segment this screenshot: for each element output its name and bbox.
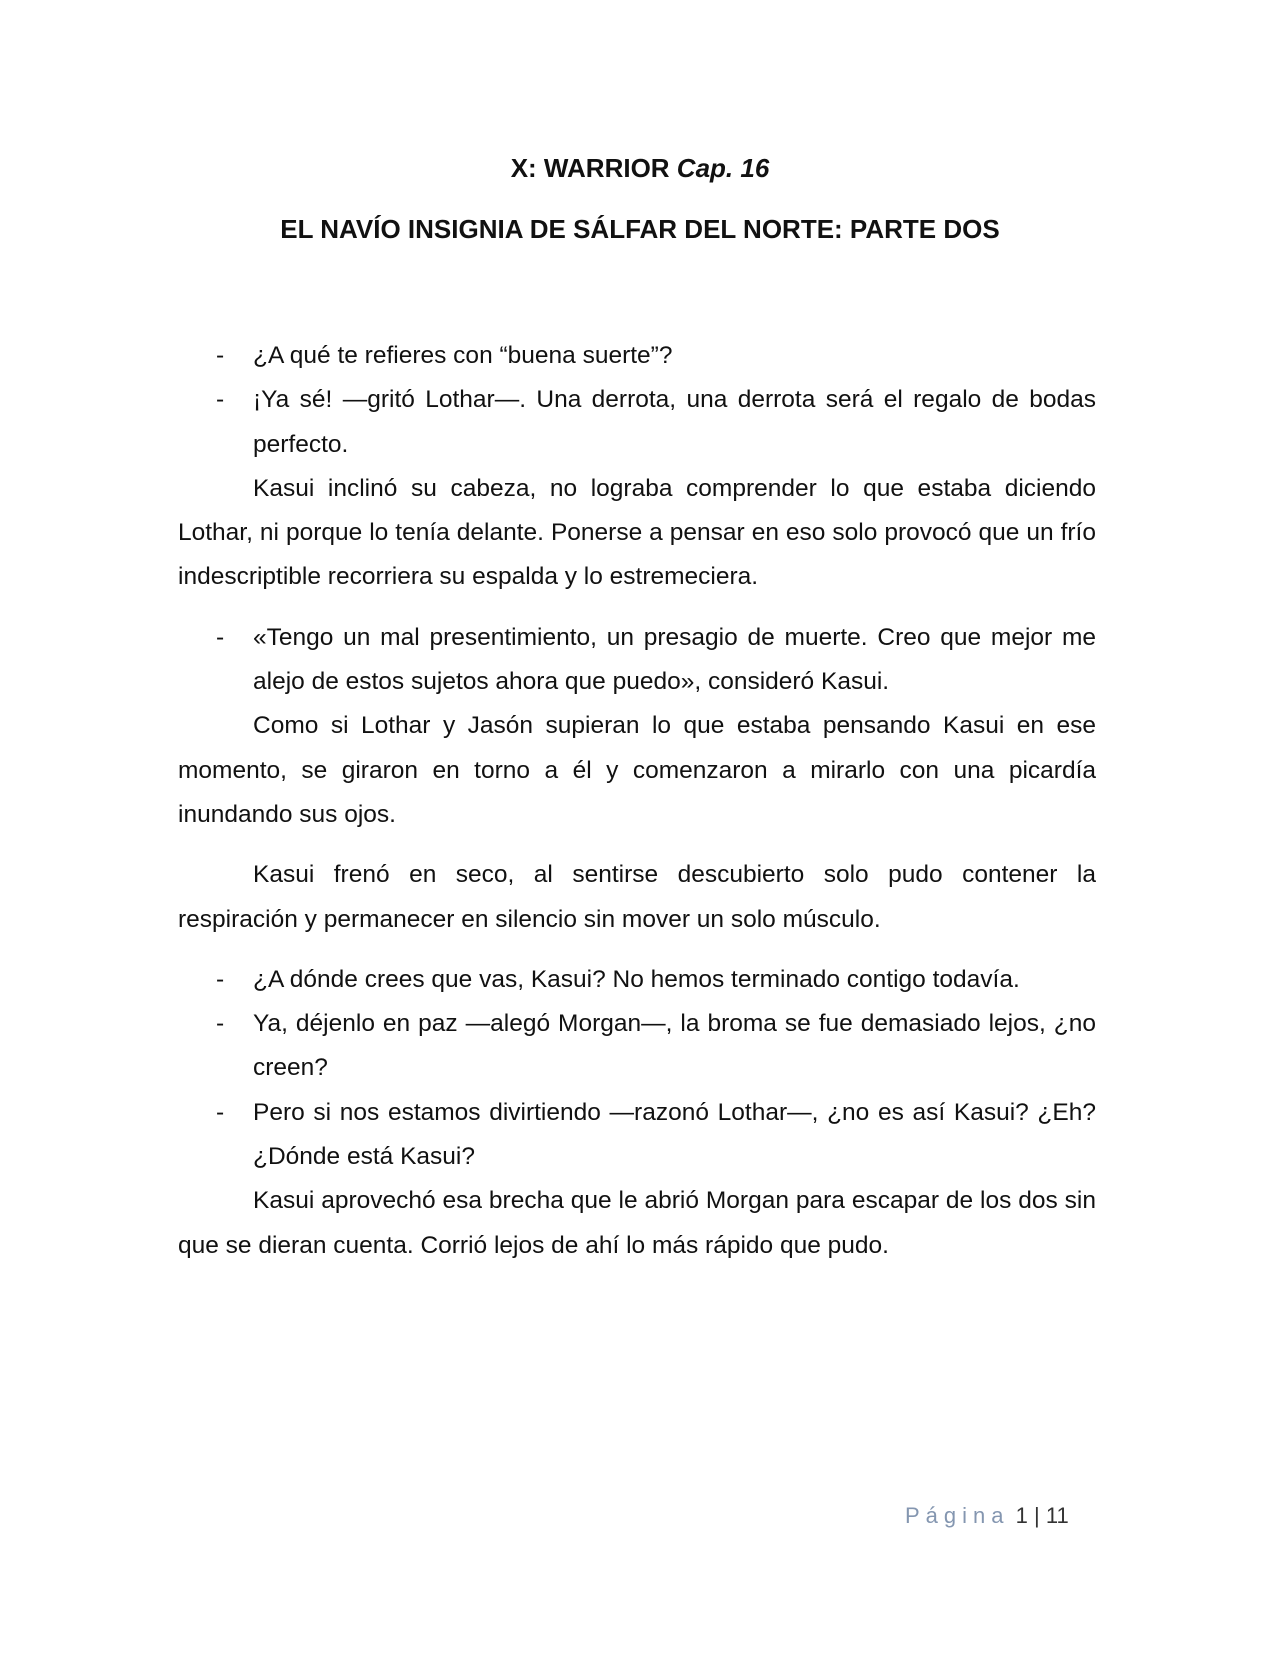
page-label: Página: [905, 1503, 1010, 1528]
dash: -: [216, 386, 225, 414]
dialogue-line: [178, 616, 1096, 705]
paragraph: Kasui inclinó su cabeza, no lograba comprender lo que estaba diciendo Lothar, ni porque lo tenía delante. Ponerse a pensar en eso solo provocó que un frío indescriptible recorriera su espalda y lo estremeciera.: [178, 474, 1096, 591]
dialogue-text: ¿A dónde crees que vas, Kasui? No hemos terminado contigo todavía.: [253, 965, 1020, 993]
dialogue-text: Ya, déjenlo en paz —alegó Morgan—, la broma se fue demasiado lejos, ¿no creen?: [253, 1010, 1096, 1082]
document-body: [178, 334, 1096, 1268]
chapter-title: [0, 153, 1280, 184]
dash: -: [216, 623, 225, 651]
dialogue-text: ¿A qué te refieres con “buena suerte”?: [253, 342, 673, 369]
dialogue-text: Pero si nos estamos divirtiendo —razonó Lothar—, ¿no es así Kasui? ¿Eh? ¿Dónde está Kasui?: [253, 1098, 1096, 1171]
dialogue-line: [178, 1002, 1096, 1091]
dash: -: [216, 965, 225, 993]
paragraph: Kasui aprovechó esa brecha que le abrió Morgan para escapar de los dos sin que se dieran cuenta. Corrió lejos de ahí lo más rápido que pudo.: [178, 1187, 1096, 1259]
dialogue-text: ¡Ya sé! —gritó Lothar—. Una derrota, una derrota será el regalo de bodas perfecto.: [253, 386, 1096, 458]
dash: -: [216, 1010, 225, 1038]
dialogue-line: [178, 334, 1096, 378]
dash: -: [216, 342, 225, 369]
page-total: 11: [1045, 1503, 1069, 1528]
page-footer: [905, 1503, 1069, 1529]
page-number: 1: [1015, 1503, 1028, 1528]
dialogue-text: «Tengo un mal presentimiento, un presagio de muerte. Creo que mejor me alejo de estos sujetos ahora que puedo», consideró Kasui.: [253, 623, 1096, 696]
page-separator: |: [1034, 1503, 1040, 1528]
dialogue-line: [178, 378, 1096, 467]
chapter-number: Cap. 16: [676, 153, 770, 183]
paragraph: Kasui frenó en seco, al sentirse descubierto solo pudo contener la respiración y permanecer en silencio sin mover un solo músculo.: [178, 861, 1096, 933]
dash: -: [216, 1098, 225, 1126]
chapter-subtitle: EL NAVÍO INSIGNIA DE SÁLFAR DEL NORTE: PARTE DOS: [280, 214, 1000, 244]
dialogue-line: [178, 958, 1096, 1002]
paragraph: Como si Lothar y Jasón supieran lo que estaba pensando Kasui en ese momento, se giraron en torno a él y comenzaron a mirarlo con una picardía inundando sus ojos.: [178, 712, 1096, 828]
title-main: X: WARRIOR: [510, 153, 677, 183]
dialogue-line: [178, 1091, 1096, 1180]
